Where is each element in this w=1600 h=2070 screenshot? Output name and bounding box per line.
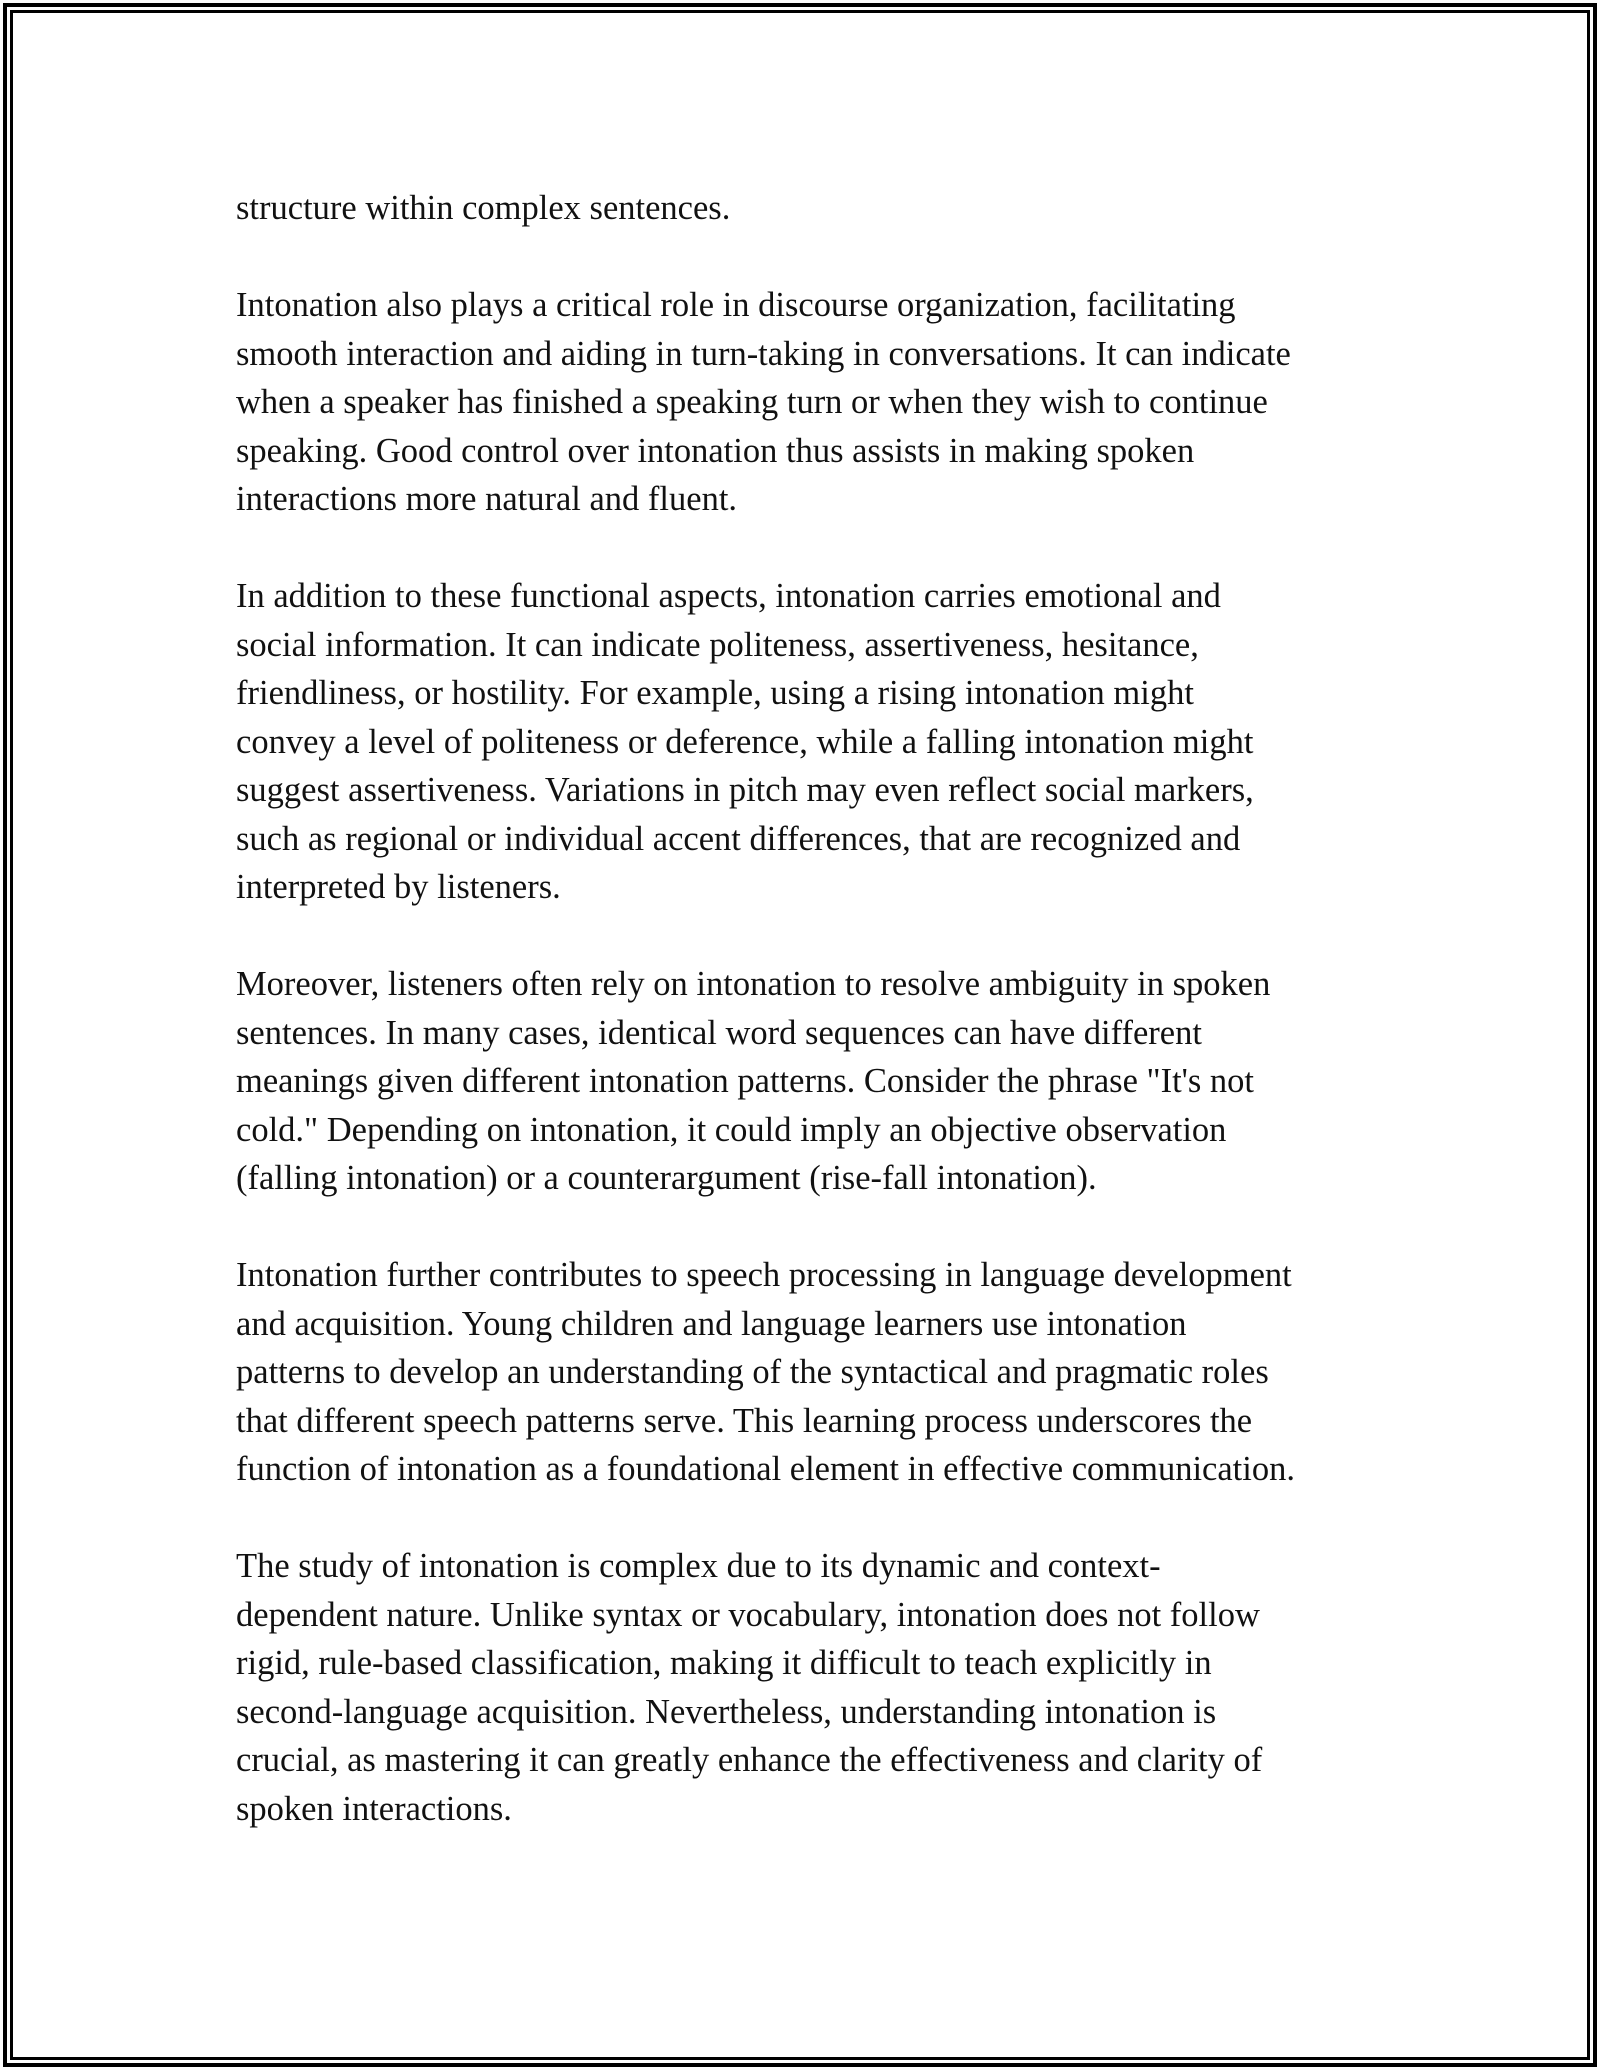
text-line: when a speaker has finished a speaking turn or when they wish to continue [236,383,1268,421]
text-line: patterns to develop an understanding of the syntactical and pragmatic roles [236,1353,1269,1391]
text-line: such as regional or individual accent differences, that are recognized and [236,819,1241,858]
text-line: Intonation also plays a critical role in discourse organization, facilitating [236,286,1236,324]
text-line: spoken interactions. [236,1789,512,1828]
text-line: (falling intonation) or a counterargument (rise-fall intonation). [236,1159,1097,1197]
text-line: interactions more natural and fluent. [236,480,738,518]
text-line: smooth interaction and aiding in turn-taking in conversations. It can indicate [236,334,1291,373]
paragraph [236,960,1426,1203]
text-line: dependent nature. Unlike syntax or vocabulary, intonation does not follow [236,1595,1260,1634]
text-line: meanings given different intonation patterns. Consider the phrase "It's not [236,1062,1255,1100]
paragraph [236,1542,1426,1833]
text-line: Intonation further contributes to speech processing in language development [236,1256,1292,1294]
text-line: cold." Depending on intonation, it could imply an objective observation [236,1110,1227,1149]
paragraph [236,281,1426,524]
text-line: rigid, rule-based classification, making it difficult to teach explicitly in [236,1644,1212,1682]
text-line: speaking. Good control over intonation thus assists in making spoken [236,431,1195,470]
text-line: The study of intonation is complex due to its dynamic and context- [236,1547,1161,1585]
text-line: second-language acquisition. Nevertheless, understanding intonation is [236,1692,1217,1731]
text-line: social information. It can indicate politeness, assertiveness, hesitance, [236,625,1199,664]
text-line: Moreover, listeners often rely on intonation to resolve ambiguity in spoken [236,965,1271,1003]
text-line: structure within complex sentences. [236,189,731,227]
paragraph [236,572,1426,912]
text-line: sentences. In many cases, identical word sequences can have different [236,1013,1202,1052]
paragraph [236,184,1426,233]
text-line: convey a level of politeness or deference, while a falling intonation might [236,722,1254,761]
text-line: interpreted by listeners. [236,868,561,906]
text-line: function of intonation as a foundational element in effective communication. [236,1450,1295,1488]
text-line: crucial, as mastering it can greatly enhance the effectiveness and clarity of [236,1741,1263,1779]
text-line: In addition to these functional aspects, intonation carries emotional and [236,577,1221,615]
document-body [236,184,1426,1882]
text-line: and acquisition. Young children and language learners use intonation [236,1304,1187,1343]
paragraph [236,1251,1426,1494]
text-line: suggest assertiveness. Variations in pitch may even reflect social markers, [236,771,1254,809]
text-line: friendliness, or hostility. For example, using a rising intonation might [236,674,1194,712]
text-line: that different speech patterns serve. This learning process underscores the [236,1401,1253,1440]
